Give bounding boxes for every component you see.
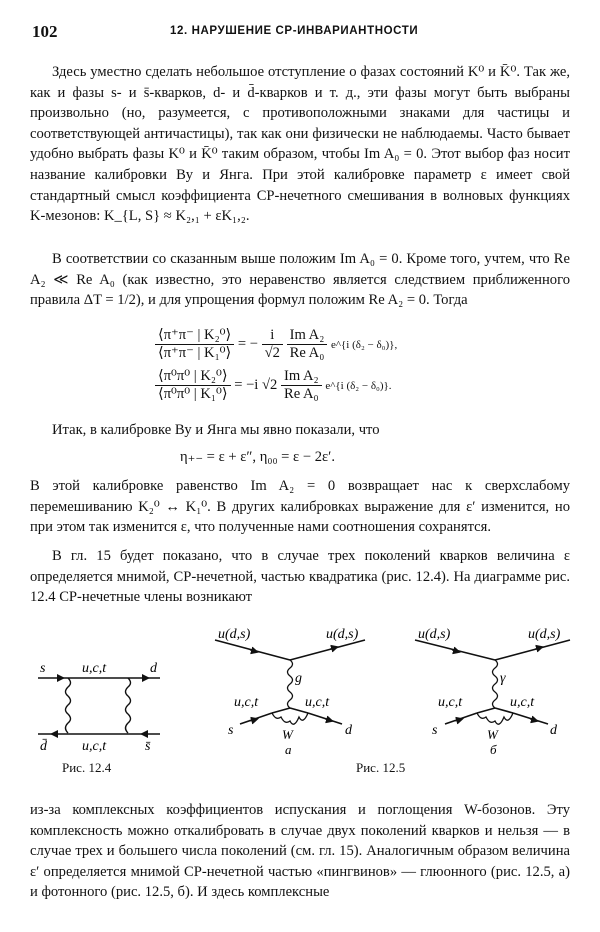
pa-w: W xyxy=(282,727,293,742)
pb-w: W xyxy=(487,727,498,742)
pb-top-right: u(d,s) xyxy=(528,627,561,642)
f1-ratio-num: Im A₂ xyxy=(287,327,328,345)
paragraph-1: Здесь уместно сделать небольшое отступление о фазах состояний K⁰ и K̄⁰. Так же, как и фазы s- и s̄-кварков, d- и d̄-кварков и т. д., эти фазы могут быть выбраны произвольно (но, разумеется, с противоположными знаками для частицы и соответствующей античастицы), так как они физически не наблюдаемы. Часто бывает удобно выбрать фазы K⁰ и K̄⁰ таким образом, чтобы Im A₀ = 0. Этот выбор фаз носит название калибровки Ву и Янга. При этой калибровке параметр ε имеет свой стандартный смысл коэффициента CP-нечетного смешивания в волновых функциях K-мезонов: K_{L, S} ≈ K₂,₁ + εK₁,₂. xyxy=(30,64,570,225)
pb-in: s xyxy=(432,723,438,738)
f2-exponent: e^{i (δ₂ − δ₀)}. xyxy=(325,379,392,392)
w-loop-a xyxy=(272,713,308,724)
page-number: 102 xyxy=(32,22,58,41)
formula-eta: η₊₋ = ε + ε″, η₀₀ = ε − 2ε′. xyxy=(180,449,335,465)
paragraph-2: В соответствии со сказанным выше положим Im A₀ = 0. Кроме того, учтем, что Re A₂ ≪ Re A₀ (как известно, это неравенство является следствием приближенного правила ΔT = 1/2), и для упрощения формул положим Re A₂ = 0. Тогда xyxy=(30,251,570,309)
f1-denominator: ⟨π⁺π⁻ | K₁⁰⟩ xyxy=(158,345,232,361)
caption-fig-12-4: Рис. 12.4 xyxy=(62,760,112,775)
running-title: 12. НАРУШЕНИЕ CP-ИНВАРИАНТНОСТИ xyxy=(170,25,419,37)
f1-numerator: ⟨π⁺π⁻ | K₂⁰⟩ xyxy=(155,327,234,345)
pa-in: s xyxy=(228,723,234,738)
pa-top-left: u(d,s) xyxy=(218,627,251,642)
box-diagram xyxy=(38,661,160,754)
f1-coef-num: i xyxy=(262,327,283,345)
pb-out: d xyxy=(550,723,557,738)
f2-equals: = −i √2 xyxy=(234,376,278,393)
pb-loop-left: u,c,t xyxy=(438,695,463,710)
pb-top-left: u(d,s) xyxy=(418,627,451,642)
paragraph-4: В этой калибровке равенство Im A₂ = 0 возвращает нас к сверхслабому перемешиванию K₂⁰ ↔ K₁⁰. В других калибровках выражение для ε′ изменится, но при этом так изменится ε, что полученные нами соотношения сохранятся. xyxy=(30,478,570,536)
f2-ratio-den: Re A₀ xyxy=(283,386,319,402)
gluon-line xyxy=(288,660,293,708)
paragraph-6: из-за комплексных коэффициентов испускания и поглощения W-бозонов. Эту комплексность можно откалибровать в случае двух поколений кварков и нельзя — в случае трех и большего числа поколений (см. гл. 15). Аналогичным образом величина ε′ определяется мнимой CP-нечетной частью «пингвинов» — глюонного (рис. 12.5, а) и фотонного (рис. 12.5, б). И здесь комплексные xyxy=(30,802,570,901)
f1-coef-den: √2 xyxy=(264,345,280,361)
pa-loop-right: u,c,t xyxy=(305,695,330,710)
box-label-quarks-top: u,c,t xyxy=(82,661,107,676)
penguin-photon-diagram xyxy=(415,627,570,757)
w-loop-b xyxy=(477,713,513,724)
caption-fig-12-5: Рис. 12.5 xyxy=(356,760,406,775)
pa-out: d xyxy=(345,723,352,738)
f1-ratio-den: Re A₀ xyxy=(289,345,325,361)
box-label-quarks-bottom: u,c,t xyxy=(82,739,107,754)
f2-ratio-num: Im A₂ xyxy=(281,368,322,386)
box-label-s-bottom: s̄ xyxy=(145,739,151,754)
f1-exponent: e^{i (δ₂ − δ₀)}, xyxy=(330,338,398,351)
paragraph-5: В гл. 15 будет показано, что в случае трех поколений кварков величина ε определяется мнимой, CP-нечетной, частью квадратика (рис. 12.4). На диаграмме рис. 12.4 CP-нечетные члены возникают xyxy=(30,548,570,606)
pa-boson: g xyxy=(295,671,302,686)
pb-tag: б xyxy=(490,742,497,757)
pa-top-right: u(d,s) xyxy=(326,627,359,642)
penguin-gluon-diagram xyxy=(215,627,365,757)
pb-boson: γ xyxy=(500,671,506,686)
formula-pi-plus-minus xyxy=(155,327,397,362)
page-header xyxy=(32,22,572,44)
f2-numerator: ⟨π⁰π⁰ | K₂⁰⟩ xyxy=(155,368,231,386)
photon-line xyxy=(493,660,498,708)
box-label-d-top: d xyxy=(150,661,157,676)
pb-loop-right: u,c,t xyxy=(510,695,535,710)
formula-pi-zero-zero xyxy=(155,368,392,403)
paragraph-3: Итак, в калибровке Ву и Янга мы явно показали, что xyxy=(52,422,380,438)
pa-loop-left: u,c,t xyxy=(234,695,259,710)
f1-equals: = − xyxy=(237,335,258,352)
box-w-right xyxy=(126,678,131,733)
f2-denominator: ⟨π⁰π⁰ | K₁⁰⟩ xyxy=(158,386,228,402)
box-label-d-bottom: d̄ xyxy=(40,739,47,754)
pa-tag: а xyxy=(285,742,292,757)
box-w-left xyxy=(66,678,71,733)
box-label-s-top: s xyxy=(40,661,46,676)
